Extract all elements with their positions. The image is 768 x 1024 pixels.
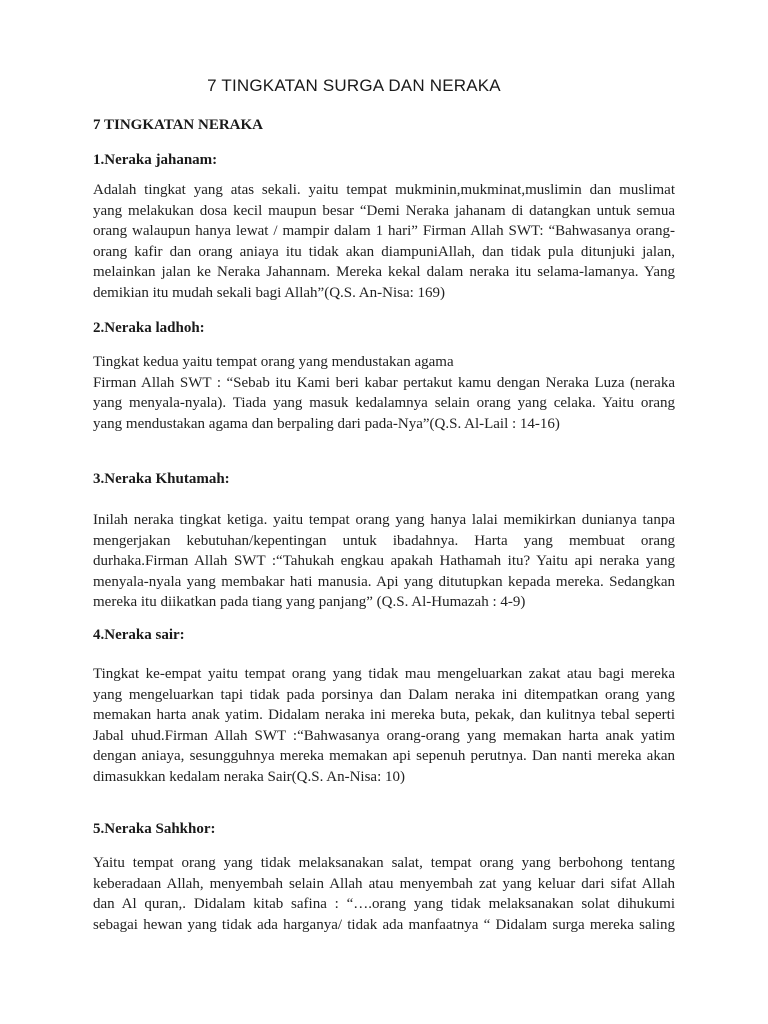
section-heading-neraka-sair: 4.Neraka sair:	[93, 627, 185, 643]
paragraph-neraka-sahkhor	[93, 853, 675, 935]
text-line: sebagai hewan yang tidak ada harganya/ tidak ada manfaatnya “ Didalam surga mereka saling	[93, 916, 675, 933]
text-line: orang kafir dan orang aniaya itu tidak akan diampuniAllah, dan tidak pula ditunjuki jalan,	[93, 243, 675, 260]
text-line: yang melakukan dosa kecil maupun besar “Demi Neraka jahanam di datangkan untuk semua	[93, 202, 675, 219]
paragraph-neraka-jahanam	[93, 180, 675, 303]
text-line: Inilah neraka tingkat ketiga. yaitu tempat orang yang hanya lalai memikirkan dunianya tanpa	[93, 512, 675, 528]
section-heading-neraka-ladhoh: 2.Neraka ladhoh:	[93, 320, 205, 336]
text-line: yang menyala-nyala). Tiada yang masuk kedalamnya selain orang yang celaka. Yaitu orang	[93, 395, 675, 411]
text-line: mereka itu diikatkan pada tiang yang panjang” (Q.S. Al-Humazah : 4-9)	[93, 594, 526, 610]
text-line: dengan aniaya, sesungguhnya mereka memakan api sepenuh perutnya. Dan nanti mereka akan	[93, 748, 675, 764]
paragraph-neraka-sair	[93, 664, 675, 787]
text-line: orang walaupun hanya lewat / mampir dalam 1 hari” Firman Allah SWT: “Bahwasanya orang-	[93, 223, 675, 239]
text-line: keberadaan Allah, menyembah selain Allah atau menyembah zat yang keluar dari sifat Allah	[93, 875, 675, 892]
text-line: Yaitu tempat orang yang tidak melaksanakan salat, tempat orang yang berbohong tentang	[93, 855, 675, 871]
text-line: Tingkat ke-empat yaitu tempat orang yang tidak mau mengeluarkan zakat atau bagi mereka	[93, 666, 675, 682]
text-line: durhaka.Firman Allah SWT :“Tahukah engkau apakah Hathamah itu? Yaitu api neraka yang	[93, 553, 675, 569]
text-line: yang mengeluarkan tapi tidak pada porsinya dan Dalam neraka ini ditempatkan orang yang	[93, 686, 675, 703]
text-line: dan Al quran,. Didalam kitab safina : “….orang yang tidak melaksanakan solat dihukumi	[93, 896, 675, 912]
text-line: mengerjakan kebutuhan/kepentingan untuk ibadahnya. Harta yang membuat orang	[93, 532, 675, 549]
text-line: yang mendustakan agama dan berpaling dari pada-Nya”(Q.S. Al-Lail : 14-16)	[93, 415, 560, 432]
text-line: Tingkat kedua yaitu tempat orang yang mendustakan agama	[93, 354, 454, 370]
text-line: Firman Allah SWT : “Sebab itu Kami beri kabar pertakut kamu dengan Neraka Luza (neraka	[93, 374, 675, 391]
text-line: Jabal uhud.Firman Allah SWT :“Bahwasanya orang-orang yang memakan harta anak yatim	[93, 727, 675, 744]
text-line: melainkan jalan ke Neraka Jahannam. Mereka kekal dalam neraka itu selama-lamanya. Yang	[93, 264, 675, 280]
text-line: memakan harta anak yatim. Didalam neraka ini mereka buta, pekak, dan kulitnya tebal seperti	[93, 707, 675, 723]
section-subtitle: 7 TINGKATAN NERAKA	[93, 117, 264, 133]
paragraph-neraka-khutamah	[93, 510, 675, 613]
document-title: 7 TINGKATAN SURGA DAN NERAKA	[207, 76, 501, 95]
text-line: Adalah tingkat yang atas sekali. yaitu tempat mukminin,mukminat,muslimin dan muslimat	[93, 182, 675, 198]
text-line: dimasukkan kedalam neraka Sair(Q.S. An-Nisa: 10)	[93, 768, 406, 785]
text-line: menyala-nyala yang membakar hati manusia. Api yang ditutupkan kepada mereka. Sedangkan	[93, 573, 675, 590]
section-heading-neraka-khutamah: 3.Neraka Khutamah:	[93, 471, 230, 487]
paragraph-neraka-ladhoh	[93, 352, 675, 434]
section-heading-neraka-jahanam: 1.Neraka jahanam:	[93, 152, 218, 168]
text-line: demikian itu mudah sekali bagi Allah”(Q.S. An-Nisa: 169)	[93, 284, 446, 301]
section-heading-neraka-sahkhor: 5.Neraka Sahkhor:	[93, 821, 216, 837]
